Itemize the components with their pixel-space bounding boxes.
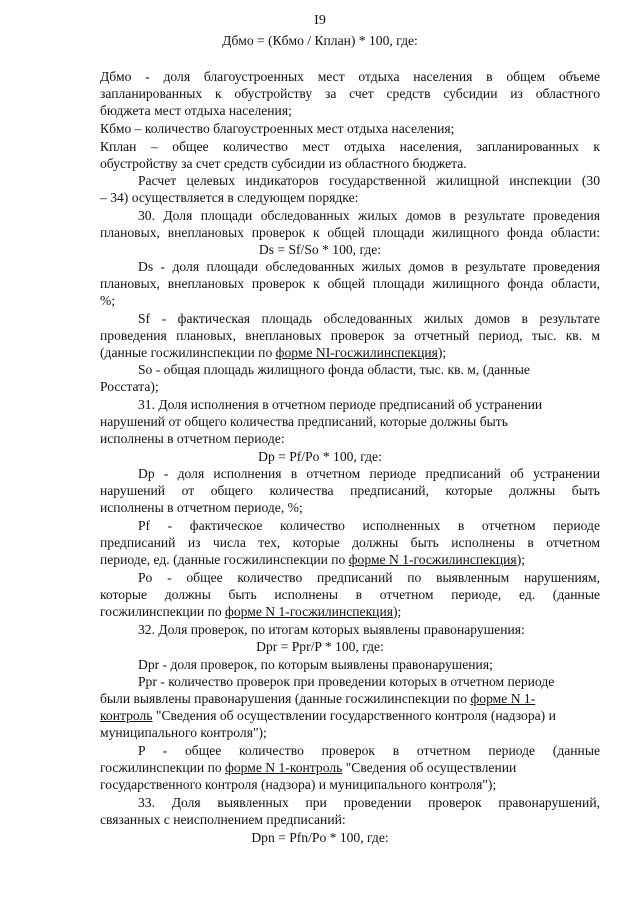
ppr-source-text: были выявлены правонарушения (данные госжилинспекции по xyxy=(100,691,471,706)
item-33-line-1: 33. Доля выявленных при проведении проверок правонарушений, xyxy=(138,795,600,810)
p-source-text: госжилинспекции по xyxy=(100,760,226,775)
dbmo-def-line-3: бюджета мест отдыха населения; xyxy=(100,103,292,118)
ppr-def-line-1: Ppr - количество проверок при проведении которых в отчетном периоде xyxy=(138,674,555,689)
formula-dp: Dp = Pf/Po * 100, где: xyxy=(258,449,382,464)
sf-source-tail: ); xyxy=(437,345,447,360)
po-source-tail: ); xyxy=(392,604,402,619)
item-30-line-2: плановых, внеплановых проверок к общей площади жилищного фонда области: xyxy=(100,225,600,240)
sf-def-line-1: Sf - фактическая площадь обследованных жилых домов в результате xyxy=(138,311,600,326)
ppr-def-line-2 xyxy=(100,690,535,707)
p-def-line-1: P - общее количество проверок в отчетном периоде (данные xyxy=(138,743,600,758)
po-source-text: госжилинспекции по xyxy=(100,604,226,619)
ppr-source-tail: "Сведения об осуществлении государственного контроля (надзора) и xyxy=(152,708,556,723)
po-def-line-1: Po - общее количество предписаний по выявленным нарушениям, xyxy=(138,570,600,585)
kplan-def-line-1: Кплан – общее количество мест отдыха населения, запланированных к xyxy=(100,139,600,154)
ds-def-line-2: плановых, внеплановых проверок к общей площади жилищного фонда области, xyxy=(100,276,600,291)
dbmo-def-line-2: запланированных к обустройству за счет средств субсидии из областного xyxy=(100,86,600,101)
item-33-line-2: связанных с неисполнением предписаний: xyxy=(100,812,346,827)
item-30-line-1: 30. Доля площади обследованных жилых домов в результате проведения xyxy=(138,208,600,223)
sf-def-line-3 xyxy=(100,344,446,361)
formula-dpn: Dpn = Pfn/Po * 100, где: xyxy=(251,830,389,845)
dp-def-line-3: исполнены в отчетном периоде, %; xyxy=(100,500,303,515)
ppr-def-line-3 xyxy=(100,707,556,724)
kbmo-def: Кбмо – количество благоустроенных мест отдыха населения; xyxy=(100,121,455,136)
form-n1-control-link-1a[interactable]: форме N 1- xyxy=(470,691,536,706)
formula-ds: Ds = Sf/So * 100, где: xyxy=(258,242,382,257)
form-n1-control-link-2[interactable]: форме N 1-контроль xyxy=(225,760,343,775)
intro-line-1: Расчет целевых индикаторов государственной жилищной инспекции (30 xyxy=(138,173,600,188)
ds-def-line-1: Ds - доля площади обследованных жилых домов в результате проведения xyxy=(138,259,600,274)
p-source-tail: "Сведения об осуществлении xyxy=(342,760,517,775)
sf-source-text: (данные госжилинспекции по xyxy=(100,345,276,360)
po-def-line-3 xyxy=(100,603,401,620)
pf-def-line-2: предписаний из числа тех, которые должны быть исполнены в отчетном xyxy=(100,535,600,550)
po-def-line-2: которые должны быть исполнены в отчетном периоде, ед. (данные xyxy=(100,587,600,602)
intro-line-2: – 34) осуществляется в следующем порядке: xyxy=(100,190,359,205)
dpr-def: Dpr - доля проверок, по которым выявлены правонарушения; xyxy=(138,657,493,672)
form-n1-gzhi-link-2[interactable]: форме N 1-госжилинспекция xyxy=(225,604,393,619)
ds-def-line-3: %; xyxy=(100,293,116,308)
form-ni-link[interactable]: форме NI-госжилинспекция xyxy=(275,345,438,360)
pf-def-line-3 xyxy=(100,551,525,568)
item-32: 32. Доля проверок, по итогам которых выявлены правонарушения: xyxy=(138,622,525,637)
formula-dpr: Dpr = Ppr/P * 100, где: xyxy=(256,639,384,654)
so-def-line-1: So - общая площадь жилищного фонда области, тыс. кв. м, (данные xyxy=(138,362,530,377)
formula-dbmo: Дбмо = (Кбмо / Кплан) * 100, где: xyxy=(222,33,418,48)
p-def-line-2 xyxy=(100,759,516,776)
so-def-line-2: Росстата); xyxy=(100,379,159,394)
item-31-line-1: 31. Доля исполнения в отчетном периоде предписаний об устранении xyxy=(138,397,543,412)
item-31-line-3: исполнены в отчетном периоде: xyxy=(100,431,285,446)
form-n1-control-link-1b[interactable]: контроль xyxy=(100,708,153,723)
pf-source-tail: ); xyxy=(516,552,525,567)
item-31-line-2: нарушений от общего количества предписаний, которые должны быть xyxy=(100,414,508,429)
dbmo-def-line-1: Дбмо - доля благоустроенных мест отдыха населения в общем объеме xyxy=(100,69,600,84)
page-number: I9 xyxy=(314,13,326,28)
dp-def-line-2: нарушений от общего количества предписаний, которые должны быть xyxy=(100,483,600,498)
ppr-def-line-4: муниципального контроля"); xyxy=(100,725,267,740)
pf-def-line-1: Pf - фактическое количество исполненных в отчетном периоде xyxy=(138,518,600,533)
form-n1-gzhi-link-1[interactable]: форме N 1-госжилинспекция xyxy=(348,552,517,567)
p-def-line-3: государственного контроля (надзора) и муниципального контроля"); xyxy=(100,777,497,792)
kplan-def-line-2: обустройству за счет средств субсидии из областного бюджета. xyxy=(100,156,467,171)
pf-source-text: периоде, ед. (данные госжилинспекции по xyxy=(100,552,349,567)
sf-def-line-2: проведения плановых, внеплановых проверок за отчетный период, тыс. кв. м xyxy=(100,328,600,343)
dp-def-line-1: Dp - доля исполнения в отчетном периоде предписаний об устранении xyxy=(138,466,600,481)
